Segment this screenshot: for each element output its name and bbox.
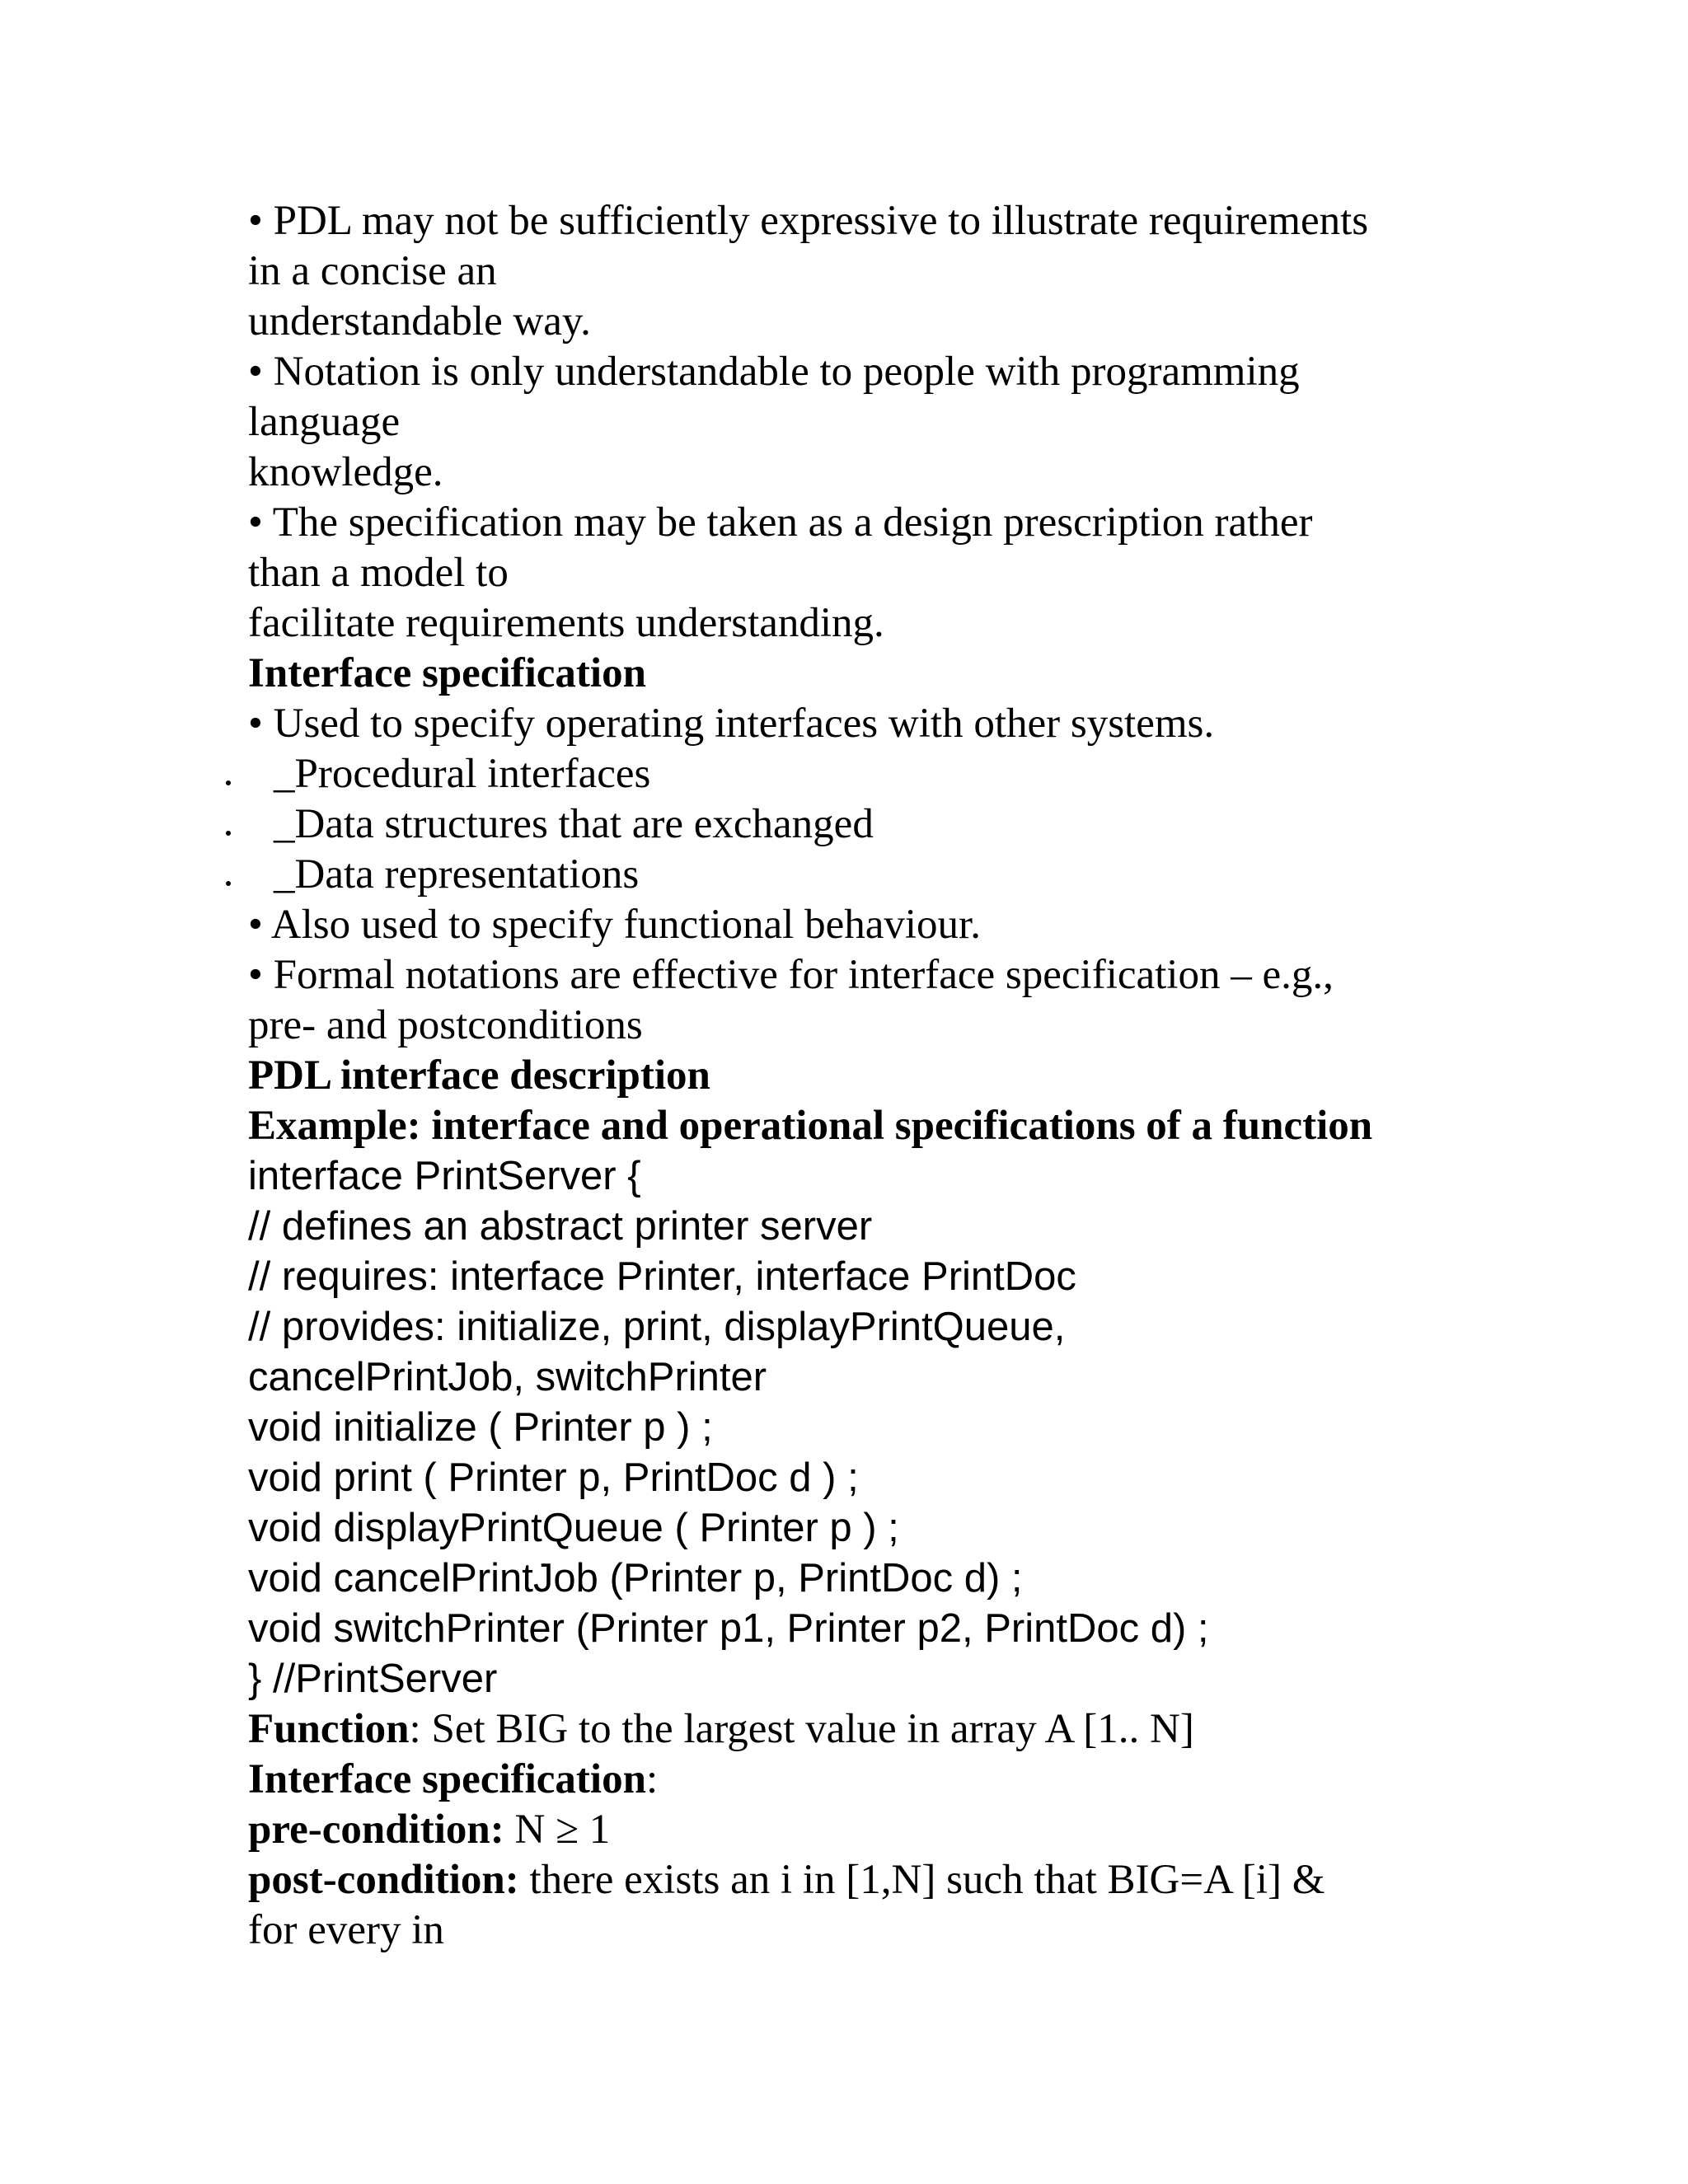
code-text: void print ( Printer p, PrintDoc d ) ;	[248, 1455, 859, 1500]
code-text: void switchPrinter (Printer p1, Printer p2, PrintDoc d) ;	[248, 1606, 1209, 1651]
sub-list-item	[248, 850, 1451, 900]
bullet-text: The specification may be taken as a design prescription rather	[272, 499, 1313, 546]
sub-list-item	[248, 799, 1451, 850]
text-line	[248, 548, 1451, 598]
section-heading	[248, 649, 1451, 699]
line-label: pre-condition:	[248, 1807, 504, 1853]
line-label: Function	[248, 1706, 410, 1752]
text-content: knowledge.	[248, 449, 443, 495]
bullet-text: Notation is only understandable to people with programming	[273, 349, 1300, 395]
bullet-icon: •	[248, 701, 274, 747]
bullet-text: PDL may not be sufficiently expressive to illustrate requirements	[273, 198, 1369, 244]
code-line	[248, 1302, 1451, 1352]
code-line	[248, 1554, 1451, 1604]
document-body	[248, 196, 1451, 1956]
labeled-line	[248, 1805, 1451, 1855]
text-content: for every in	[248, 1907, 444, 1953]
text-content: understandable way.	[248, 298, 591, 344]
code-line	[248, 1151, 1451, 1202]
code-text: cancelPrintJob, switchPrinter	[248, 1355, 767, 1399]
text-line	[248, 598, 1451, 649]
sub-list-item	[248, 749, 1451, 799]
line-label: post-condition:	[248, 1857, 519, 1903]
heading-text: Example: interface and operational specifications of a function	[248, 1103, 1373, 1149]
dot-icon	[226, 881, 231, 886]
line-value: :	[645, 1756, 659, 1802]
code-line	[248, 1654, 1451, 1704]
bullet-text: Formal notations are effective for interface specification – e.g.,	[273, 952, 1334, 998]
bullet-icon: •	[248, 349, 274, 395]
code-text: } //PrintServer	[248, 1657, 498, 1701]
code-text: // requires: interface Printer, interface PrintDoc	[248, 1254, 1076, 1299]
code-text: void cancelPrintJob (Printer p, PrintDoc d) ;	[248, 1556, 1023, 1601]
text-content: pre- and postconditions	[248, 1002, 643, 1048]
bullet-item	[248, 347, 1451, 397]
labeled-line	[248, 1704, 1451, 1755]
text-line	[248, 448, 1451, 498]
line-value: there exists an i in [1,N] such that BIG=A [i] &	[518, 1857, 1325, 1903]
dot-icon	[226, 831, 231, 836]
bullet-item	[248, 196, 1451, 246]
text-line	[248, 397, 1451, 448]
code-line	[248, 1503, 1451, 1554]
text-content: facilitate requirements understanding.	[248, 600, 884, 646]
heading-text: Interface specification	[248, 650, 646, 696]
text-line	[248, 246, 1451, 297]
line-value: N ≥ 1	[504, 1807, 611, 1853]
code-line	[248, 1252, 1451, 1302]
text-line	[248, 1905, 1451, 1956]
section-heading	[248, 1101, 1451, 1151]
code-line	[248, 1453, 1451, 1503]
bullet-item	[248, 900, 1451, 950]
text-content: than a model to	[248, 550, 509, 596]
text-line	[248, 297, 1451, 347]
code-text: void displayPrintQueue ( Printer p ) ;	[248, 1506, 899, 1550]
text-content: language	[248, 399, 401, 445]
labeled-line	[248, 1755, 1451, 1805]
code-line	[248, 1202, 1451, 1252]
bullet-text: Used to specify operating interfaces with other systems.	[273, 701, 1215, 747]
code-text: // provides: initialize, print, displayPrintQueue,	[248, 1305, 1066, 1349]
code-line	[248, 1604, 1451, 1654]
code-text: void initialize ( Printer p ) ;	[248, 1405, 713, 1450]
line-value: : Set BIG to the largest value in array A [1.. N]	[409, 1706, 1194, 1752]
dot-icon	[226, 780, 231, 785]
sub-item-text: _Procedural interfaces	[274, 751, 651, 797]
code-line	[248, 1403, 1451, 1453]
bullet-icon: •	[248, 902, 271, 948]
bullet-icon: •	[248, 198, 274, 244]
line-label: Interface specification	[248, 1756, 646, 1802]
heading-text: PDL interface description	[248, 1052, 710, 1099]
text-content: in a concise an	[248, 248, 497, 294]
bullet-item	[248, 699, 1451, 749]
bullet-item	[248, 498, 1451, 548]
sub-item-text: _Data representations	[274, 851, 640, 898]
text-line	[248, 1001, 1451, 1051]
section-heading	[248, 1051, 1451, 1101]
bullet-icon: •	[248, 952, 274, 998]
labeled-line	[248, 1855, 1451, 1905]
bullet-text: Also used to specify functional behaviour.	[270, 902, 981, 948]
sub-item-text: _Data structures that are exchanged	[274, 801, 874, 847]
bullet-item	[248, 950, 1451, 1001]
bullet-icon: •	[248, 499, 273, 546]
code-text: // defines an abstract printer server	[248, 1204, 873, 1249]
code-line	[248, 1352, 1451, 1403]
code-text: interface PrintServer {	[248, 1154, 641, 1198]
